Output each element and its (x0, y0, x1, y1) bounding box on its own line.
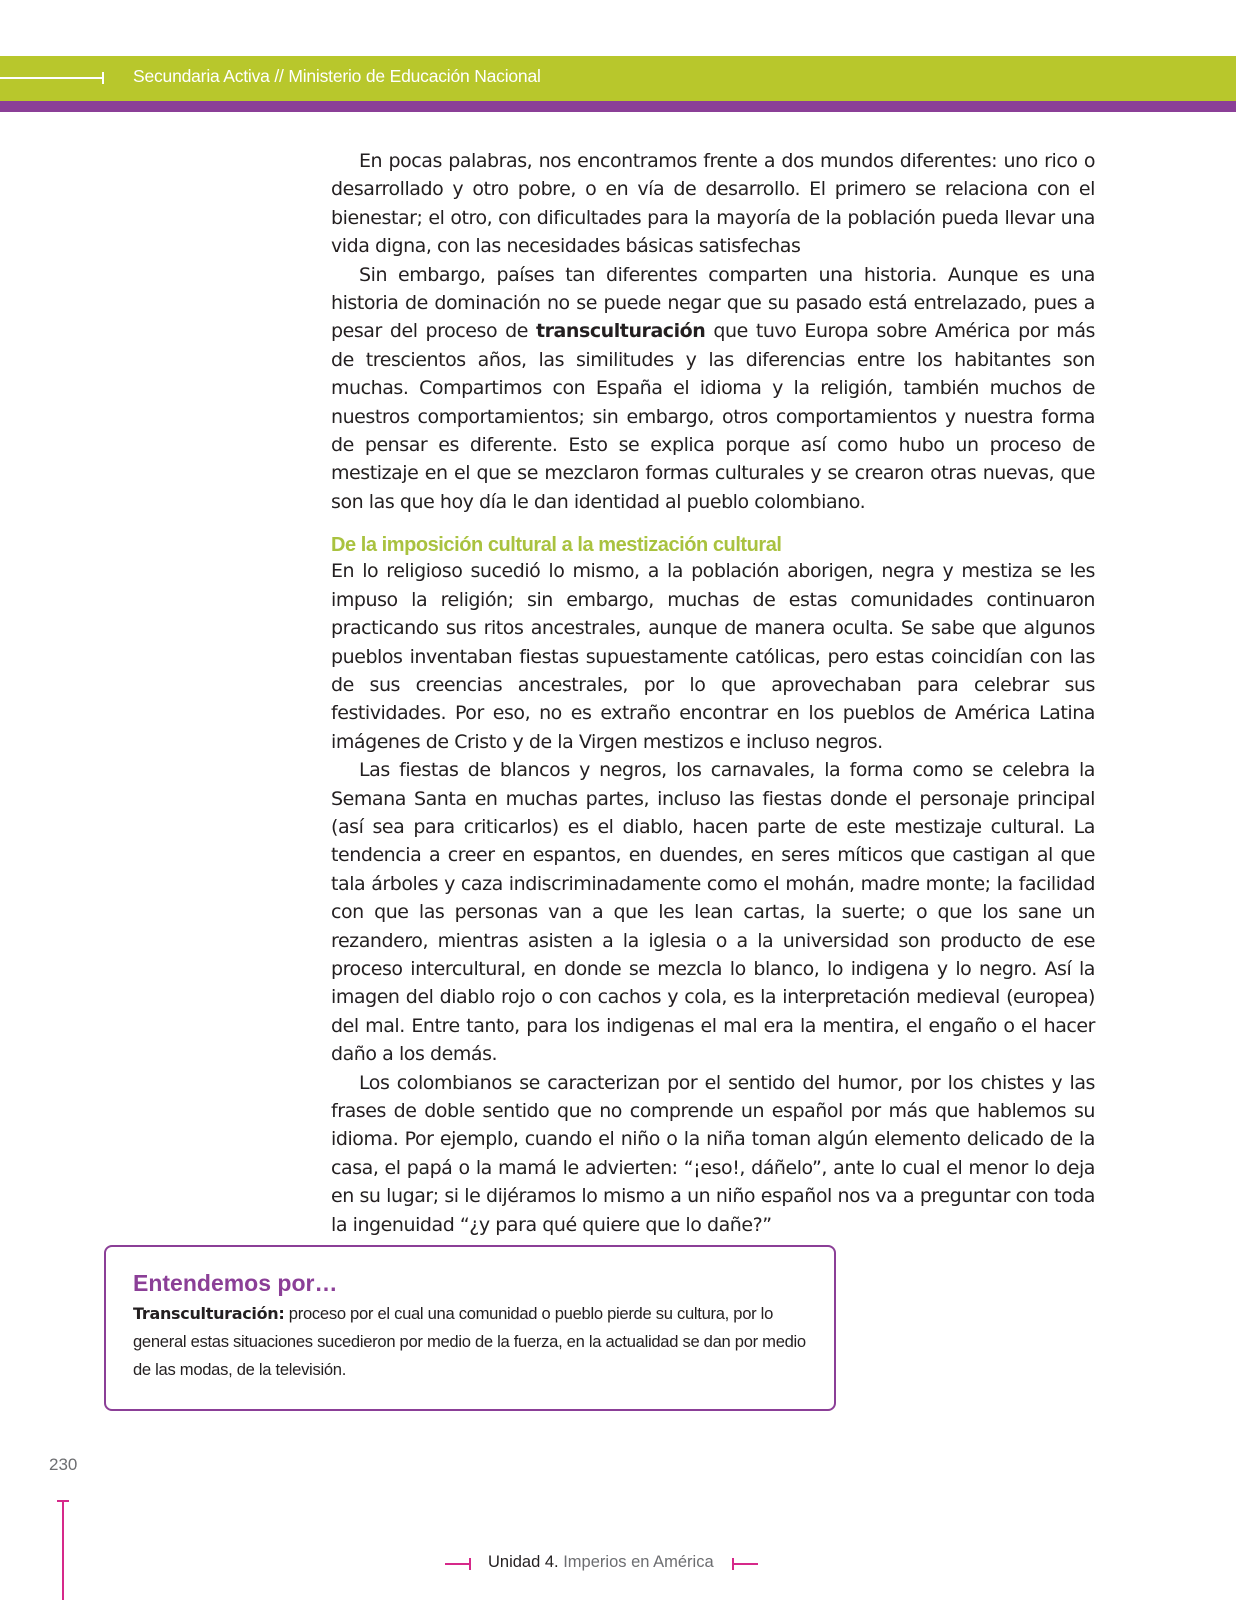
page-number: 230 (49, 1455, 78, 1474)
paragraph-3: En lo religioso sucedió lo mismo, a la población aborigen, negra y mestiza se les impuso la religión; sin embargo, muchas de estas comunidades continuaron practicando sus ritos ancestrales, aunque de manera oculta. Se sabe que algunos pueblos inventaban fiestas supuestamente católicas, pero estas coincidían con las de sus creencias ancestrales, por lo que aprovechaban para celebrar sus festividades. Por eso, no es extraño encontrar en los pueblos de América Latina imágenes de Cristo y de la Virgen mestizos e incluso negros. (331, 560, 1095, 753)
footer-decoration-left (445, 1563, 471, 1565)
paragraph-4: Las fiestas de blancos y negros, los carnavales, la forma como se celebra la Semana Santa en muchas partes, incluso las fiestas donde el personaje principal (así sea para criticarlos) es el diablo, hacen parte de este mestizaje cultural. La tendencia a creer en espantos, en duendes, en seres míticos que castigan al que tala árboles y caza indiscriminadamente como el mohán, madre monte; la facilidad con que las personas van a que les lean cartas, la suerte; o que los sane un rezandero, mientras asisten a la iglesia o a la universidad son producto de ese proceso intercultural, en donde se mezcla lo blanco, lo indigena y lo negro. Así la imagen del diablo rojo o con cachos y cola, es la interpretación medieval (europea) del mal. Entre tanto, para los indigenas el mal era la mentira, el engaño o el hacer daño a los demás. (331, 759, 1095, 1066)
margin-decoration-line (62, 1500, 64, 1600)
definition-text (133, 1300, 808, 1385)
footer (445, 1552, 757, 1576)
header-decoration-tick (102, 72, 104, 84)
main-content (331, 147, 1095, 1239)
definition-box (104, 1245, 836, 1411)
section-title: De la imposición cultural a la mestización cultural (331, 534, 782, 557)
footer-text (488, 1553, 714, 1572)
paragraph-1: En pocas palabras, nos encontramos frente a dos mundos diferentes: uno rico o desarrollado y otro pobre, o en vía de desarrollo. El primero se relaciona con el bienestar; el otro, con dificultades para la mayoría de la población pueda llevar una vida digna, con las necesidades básicas satisfechas (331, 150, 1095, 258)
paragraph-2-text-b: que tuvo Europa sobre América por más de trescientos años, las similitudes y las diferencias entre los habitantes son muchas. Compartimos con España el idioma y la religión, también muchos de nuestros comportamientos; sin embargo, otros comportamientos y nuestra forma de pensar es diferente. Esto se explica porque así como hubo un proceso de mestizaje en el que se mezclaron formas culturales y se crearon otras nuevas, que son las que hoy día le dan identidad al pueblo colombiano. (331, 320, 1095, 513)
paragraph-5: Los colombianos se caracterizan por el sentido del humor, por los chistes y las frases de doble sentido que no comprende un español por más que hablemos su idioma. Por ejemplo, cuando el niño o la niña toman algún elemento delicado de la casa, el papá o la mamá le advierten: “¡eso!, dáñelo”, ante lo cual el menor lo deja en su lugar; si le dijéramos lo mismo a un niño español nos va a preguntar con toda la ingenuidad “¿y para qué quiere que lo dañe?” (331, 1071, 1095, 1236)
definition-title: Entendemos por… (133, 1270, 338, 1296)
paragraph-2 (331, 261, 1095, 517)
header-decoration-line (0, 77, 104, 79)
footer-unit-title: Imperios en América (558, 1553, 714, 1571)
footer-decoration-right (732, 1563, 758, 1565)
header-title: Secundaria Activa // Ministerio de Educación Nacional (133, 66, 541, 86)
header-stripe (0, 101, 1236, 112)
margin-decoration-tick (57, 1500, 69, 1502)
term-transculturacion: transculturación (536, 320, 706, 343)
paragraph-2-text-a: Sin embargo, países tan diferentes comparten una historia. Aunque es una historia de dominación no se puede negar que su pasado está entrelazado, pues a pesar del proceso de (331, 263, 1095, 343)
definition-term: Transculturación: (133, 1304, 285, 1323)
footer-unit: Unidad 4. (488, 1553, 559, 1571)
definition-body: proceso por el cual una comunidad o pueblo pierde su cultura, por lo general estas situaciones sucedieron por medio de la fuerza, en la actualidad se dan por medio de las modas, de la televisión. (133, 1304, 806, 1380)
